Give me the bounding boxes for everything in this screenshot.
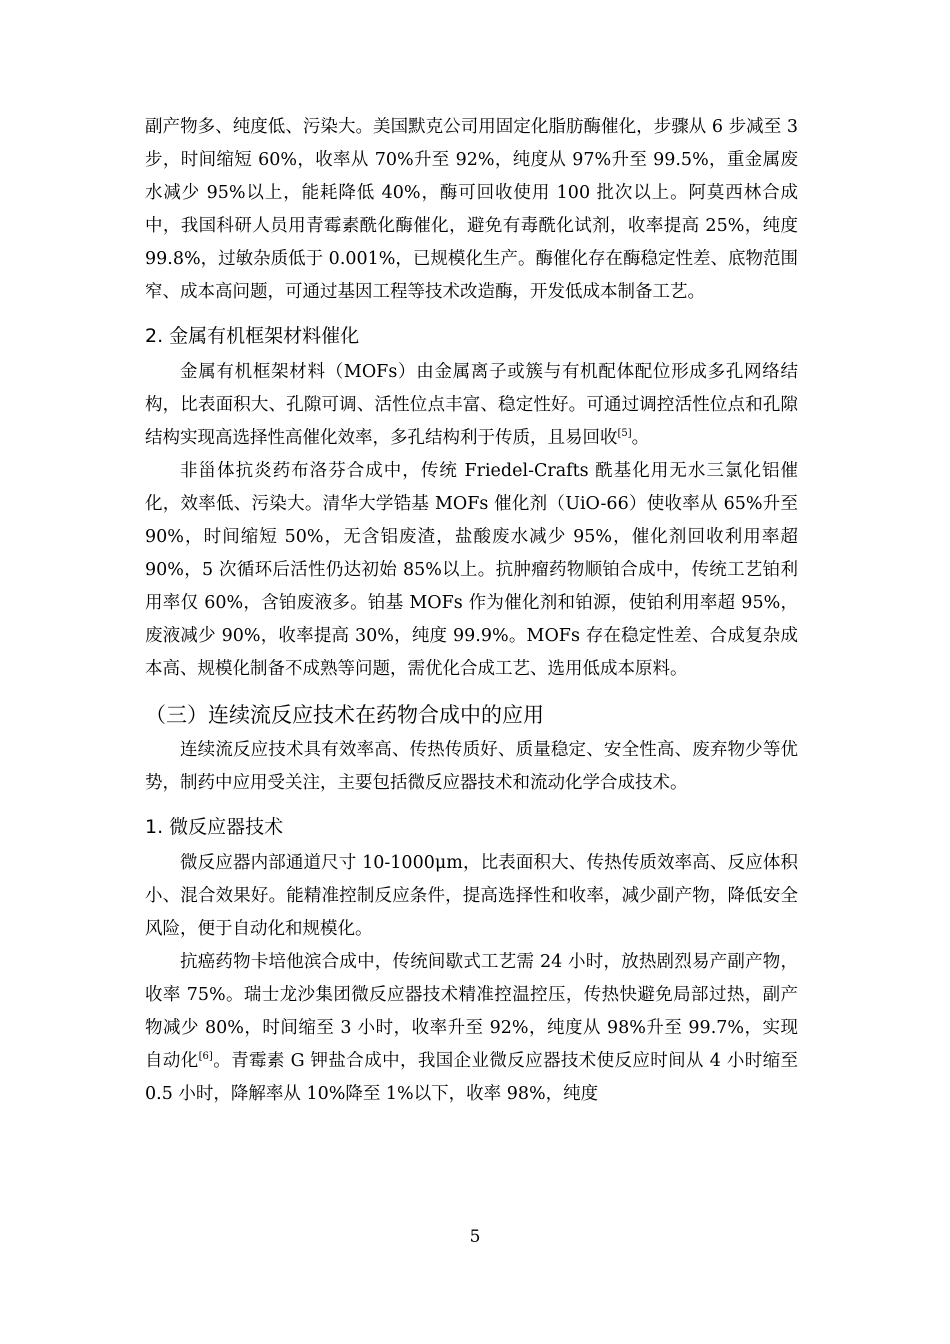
heading-mof-catalysis: 2. 金属有机框架材料催化	[145, 325, 360, 347]
paragraph-microreactor-intro: 微反应器内部通道尺寸 10-1000μm，比表面积大、传热传质效率高、反应体积小、混合效果好。能精准控制反应条件，提高选择性和收率，减少副产物，降低安全风险，便于自动化和规模化。	[145, 853, 798, 939]
paragraph-mof-examples: 非甾体抗炎药布洛芬合成中，传统 Friedel-Crafts 酰基化用无水三氯化铝催化，效率低、污染大。清华大学锆基 MOFs 催化剂（UiO-66）使收率从 65%升至 90%，时间缩短 50%，无含铝废渣，盐酸废水减少 95%，催化剂回收利用率超 90%，5 次循环后活性仍达初始 85%以上。抗肿瘤药物顺铂合成中，传统工艺铂利用率仅 60%，含铂废液多。铂基 MOFs 作为催化剂和铂源，使铂利用率超 95%，废液减少 90%，收率提高 30%，纯度 99.9%。MOFs 存在稳定性差、合成复杂成本高、规模化制备不成熟等问题，需优化合成工艺、选用低成本原料。	[145, 461, 798, 679]
citation-5: [5]	[617, 428, 632, 440]
paragraph-microreactor-examples	[145, 946, 798, 1111]
paragraph-mof-intro	[145, 356, 798, 455]
paragraph-mof-intro-end: 。	[631, 428, 650, 448]
heading-section-continuous-flow: （三）连续流反应技术在药物合成中的应用	[145, 703, 544, 727]
paragraph-enzyme-catalysis-continued: 副产物多、纯度低、污染大。美国默克公司用固定化脂肪酶催化，步骤从 6 步减至 3 步，时间缩短 60%，收率从 70%升至 92%，纯度从 97%升至 99.5%，重金属废水减少 95%以上，能耗降低 40%，酶可回收使用 100 批次以上。阿莫西林合成中，我国科研人员用青霉素酰化酶催化，避免有毒酰化试剂，收率提高 25%，纯度 99.8%，过敏杂质低于 0.001%，已规模化生产。酶催化存在酶稳定性差、底物范围窄、成本高问题，可通过基因工程等技术改造酶，开发低成本制备工艺。	[145, 117, 798, 302]
paragraph-mof-intro-text: 金属有机框架材料（MOFs）由金属离子或簇与有机配体配位形成多孔网络结构，比表面积大、孔隙可调、活性位点丰富、稳定性好。可通过调控活性位点和孔隙结构实现高选择性高催化效率，多孔结构利于传质，且易回收	[145, 362, 798, 448]
paragraph-microreactor-examples-text: 抗癌药物卡培他滨合成中，传统间歇式工艺需 24 小时，放热剧烈易产副产物，收率 75%。瑞士龙沙集团微反应器技术精准控温控压，传热快避免局部过热，副产物减少 80%，时间缩至 3 小时，收率升至 92%，纯度从 98%升至 99.7%，实现自动化	[145, 952, 798, 1071]
heading-microreactor: 1. 微反应器技术	[145, 816, 284, 838]
paragraph-microreactor-examples-end: 。青霉素 G 钾盐合成中，我国企业微反应器技术使反应时间从 4 小时缩至 0.5 小时，降解率从 10%降至 1%以下，收率 98%，纯度	[145, 1051, 798, 1104]
citation-6: [6]	[198, 1051, 213, 1063]
page-number: 5	[469, 1227, 481, 1247]
paragraph-continuous-flow-intro: 连续流反应技术具有效率高、传热传质好、质量稳定、安全性高、废弃物少等优势，制药中应用受关注，主要包括微反应器技术和流动化学合成技术。	[145, 740, 798, 793]
